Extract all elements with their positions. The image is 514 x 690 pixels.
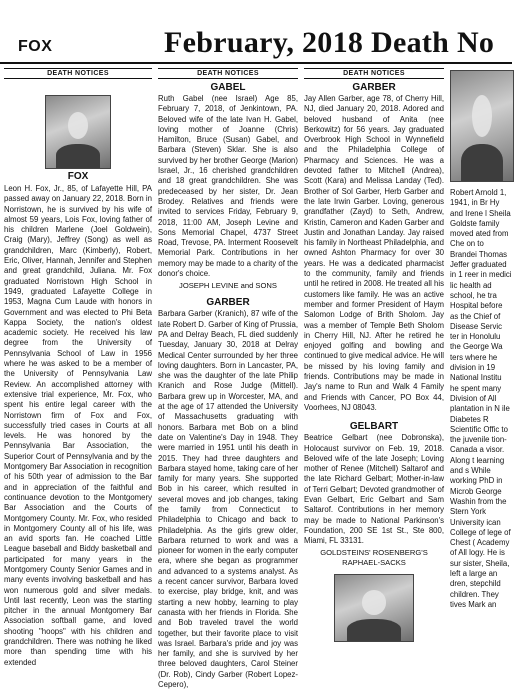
notice-text-gelbart: Beatrice Gelbart (nee Dobronska), Holocaust survivor on Feb. 19, 2018. Beloved wife of the late Joseph; Loving mother of Renee (Mitchell) Saltarof and the late Richard Gelbart; Mother-in-law of Terri Gelbart; Devoted grandmother of Evan Gelbart, Eric Gelbart and Sam Saltarof. Contributions in her memory may be made to National Parkinson's Foundation, 200 SE 1st St., Ste 800, Miami, FL 33131.: [304, 433, 444, 546]
column-heading: DEATH NOTICES: [4, 68, 152, 79]
notice-text-garber-barbara: Barbara Garber (Kranich), 87 wife of the late Robert D. Garber of King of Prussia, PA and Delray Beach, FL died suddenly Tuesday, January 30, 2018 at Delray Medical Center surrounded by her three loving daughters. Born in Lancaster, PA, she was the daughter of the late Philip Kranich and Rose Judge (Mittell). Barbara grew up in Worcester, MA, and at the age of 17 attended the University of Massachusetts graduating with honors. Barbara met Bob on a blind date on Valentine's Day in 1948. They were married in 1951 until his death in 2015. They had three daughters and Barbara stayed home, taking care of her family for many years. She supported Bob in his career, which resulted in several moves and job changes, taking the family from Connecticut to Philadelphia to Chicago and back to Philadelphia. As the girls grew older, Barbara returned to work and was a pioneer for women in the early computer era, where she began as programmer and advanced to a systems analyst. As a recent cancer survivor, Barbara loved to exercise, play bridge, knit, and was starting a new hobby, learning to play canasta with her friends in Florida. She and Bob traveled travel the world together, but their favorite place to visit was Israel. Barbara's pride and joy was her family, and she is survived by her three beloved daughters, Carol Steiner (Dr. Rob), Cindy Garber (Robert Lopez-Cepero),: [158, 309, 298, 690]
column-heading: DEATH NOTICES: [304, 68, 444, 79]
column-1: [4, 68, 152, 667]
notice-text-partial: Robert Arnold 1, 1941, in Br Hy and Irene l Sheila Goldste family moved ated from Che on to Brandei Thomas Jeffer graduated in 1 reer in medici lic health ad school, he tra Hospital before as the Chief of Disease Servic ter in Honolulu the George Wa ters where he division in 19 National Institu he spent many Division of All plantation in N ile Diabetes R Scientific Offic to the juvenile tion-Canada a visor. Along t learning and s While working PhD in Microb George Washin from the Stern York University ican College of lege of Chest ( Academy of All logy. He is sur sister, Sheila, left a large an dren, stepchild children. They tives Mark an: [450, 188, 512, 609]
notice-name-gabel: GABEL: [210, 82, 246, 93]
page-title: February, 2018 Death No: [164, 26, 495, 59]
portrait-photo-partial: [450, 70, 514, 182]
portrait-photo-gelbart: [334, 574, 414, 642]
notice-text-gabel: Ruth Gabel (nee Israel) Age 85, February 7, 2018, of Jenkintown, PA. Beloved wife of the late Ivan H. Gabel, loving mother of Joanne (Chris) Hamilton, Bruce (Susan) Gabel, and Barbara (Steven) Sklar. She is also survived by her brother George (Marion) Israel, Jr., 16 cherished grandchildren and 18 great grandchildren. She was predeceased by her sister, Dr. Jean Brodey. Relatives and friends were invited to services Friday, February 9, 2018, 11:00 AM, Joseph Levine and Sons Memorial Chapel, 4737 Street Road, Trevose, PA. Interment Roosevelt Memorial Park. Contributions in her memory may be made to a charity of the donor's choice.: [158, 94, 298, 279]
funeral-home-gelbart: GOLDSTEINS' ROSENBERG'S RAPHAEL-SACKS: [320, 548, 428, 568]
notice-name-garber-jay: GARBER: [352, 82, 396, 93]
page-header: [0, 0, 512, 60]
column-4-partial: [450, 68, 512, 609]
column-heading: DEATH NOTICES: [158, 68, 298, 79]
header-rule: [0, 62, 512, 64]
column-2: [158, 68, 298, 690]
notice-name-gelbart: GELBART: [349, 421, 399, 433]
column-3: [304, 68, 444, 568]
funeral-home-gabel: JOSEPH LEVINE and SONS: [179, 281, 277, 291]
section-surname: FOX: [18, 38, 53, 55]
notice-text-garber-jay: Jay Allen Garber, age 78, of Cherry Hill, NJ, died January 20, 2018. Adored and beloved husband of Anita (nee Berkowitz) for 56 years. Jay graduated Overbrook High School in Wynnefield and the Philadelphia College of Pharmacy and Sciences. He was a devoted father to Mitchell (Andrea), Scott (Kara) and Melissa Landay (Ted). Brother of Sol Garber, Herb Garber and the late Irwin Garber. Loving, generous grandfather (Zayd) to Seth, Andrew, Kristin, Cameron and Kaden Garber and Justin and Jonathan Landay. Jay raised his family in Northeast Philadelphia, and owned Ashton Pharmacy for over 30 years. He was a dedicated pharmacist to the community, family and friends until he retired in 2008. He treated all his customers like family. He was an active member and former President of Haym Salomon Lodge of Brith Sholom. Jay was a member of Temple Beth Sholom in Cherry Hill, NJ. After he retired he enjoyed golfing and bowling and continued to give medical advice. He will be missed by his loving family and friends. Contributions may be made in Jay's name to Run and Walk 4 Family and Friends with Cancer, PO Box 44, Voorhees, NJ 08043.: [304, 94, 444, 412]
notice-text-fox: Leon H. Fox, Jr., 85, of Lafayette Hill, PA passed away on January 22, 2018. Born in Norristown, he is survived by his wife of almost 59 years, Lois Fox, loving father of his children Marlene (Joel Goldwein), Craig (Mary), Jeffrey (Song) as well as grandchildren, Marc (Kimberly), Robert, Eric, Oliver, Hannah, Jennifer and Stephen and great grandchild, Juliana. Mr. Fox graduated Norristown High School in 1949, graduated Lafayette College in 1953, Magna Cum Laude with honors in Government and was elected to Phi Beta Kappa Society, the nation's oldest academic society. He received his law degree from the University of Pennsylvania School of Law in 1956 where he was asked to be a member of the University of Pennsylvania Law Review. An accomplished attorney with extensive trial experience, Mr. Fox, who spent his entire legal career with the Norristown firm of Fox and Fox, successfully tried cases in Courts at all levels. He was honored by the Pennsylvania Bar Association, the Superior Court of Pennsylvania and by the Montgomery Bar Association in recognition of his 50th year of admission to the Bar and in appreciation of the faithful and continuance devotion to the Montgomery Bar Association and the Courts of Montgomery County. Mr. Fox, who resided in Montgomery County all of his life, was an avid sports fan. He coached Little League baseball and Biddy basketball and participated for many years in the Montgomery County Senior Games and in many events involving basketball and has won numerous gold and silver medals. Until last recently, Leon was the starting pitcher in the annual Montgomery Bar Association softball game, and loved shooting "hoops" with his children and grandchildren. There was nothing he liked more than spending time with his extended: [4, 184, 152, 667]
notice-name-fox: FOX: [67, 171, 89, 182]
portrait-photo-fox: [45, 95, 111, 169]
notice-name-garber-barbara: GARBER: [206, 297, 250, 309]
